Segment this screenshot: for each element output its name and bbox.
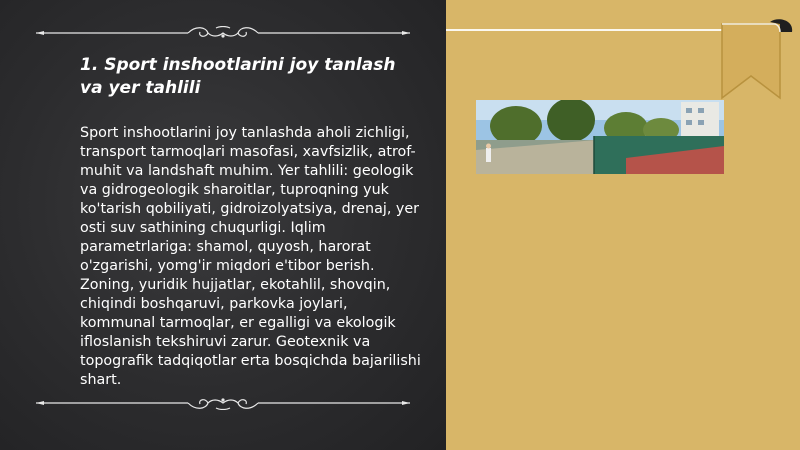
sports-field-image [476,100,724,174]
sports-facility-photo [476,100,724,174]
bottom-ornament-divider-icon [36,396,410,410]
top-ornament-divider-icon [36,26,410,40]
ribbon-bookmark-icon [718,18,798,102]
ribbon-line [446,29,746,31]
slide-title: 1. Sport inshootlarini joy tanlash va yer tahlili [80,55,396,98]
slide-body-text: Sport inshootlarini joy tanlashda aholi zichligi, transport tarmoqlari masofasi, xavfsizlik, atrof-muhit va landshaft muhim. Yer tahlili: geologik va gidrogeologik sharoitlar, tuproqning yuk ko'tarish qobiliyati, gidroizolyatsiya, drenaj, yer osti suv sathining chuqurligi. Iqlim parametrlariga: shamol, quyosh, harorat o'zgarishi, yomg'ir miqdori e'tibor berish. Zoning, yuridik hujjatlar, ekotahlil, shovqin, chiqindi boshqaruvi, parkovka joylari, kommunal tarmoqlar, er egalligi va ekologik ifloslanish tekshiruvi zarur. Geotexnik va topografik tadqiqotlar erta bosqichda bajarilishi shart. [80,125,421,388]
